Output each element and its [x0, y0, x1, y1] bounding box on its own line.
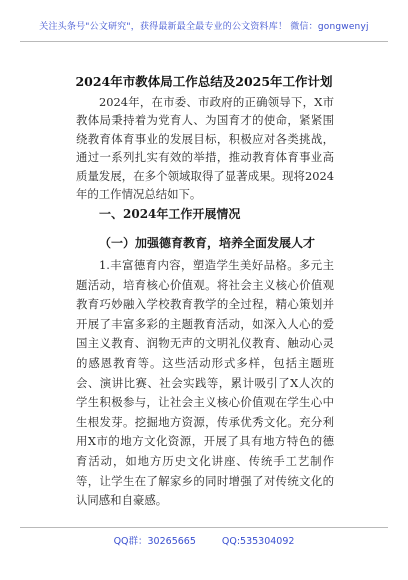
header-divider	[20, 41, 388, 42]
subsection-heading: （一）加强德育教育，培养全面发展人才	[99, 236, 316, 250]
footer-qq-group: QQ群：30265665	[113, 536, 196, 547]
footer-divider	[20, 527, 388, 528]
header-promo-note: 关注头条号"公文研究"，获得最新最全最专业的公文资料库！ 微信：gongwenyj	[39, 22, 369, 32]
footer-qq: QQ:535304092	[221, 536, 295, 547]
intro-paragraph: 2024年，在市委、市政府的正确领导下，X市教体局秉持着为党育人、为国育才的使命，紧紧围绕教育体育事业的发展目标，积极应对各类挑战，通过一系列扎实有效的举措，推动教育体育事业高质量发展，在多个领域取得了显著成果。现将2024年的工作情况总结如下。	[76, 95, 334, 202]
document-title: 2024年市教体局工作总结及2025年工作计划	[75, 74, 333, 89]
section-heading: 一、2024年工作开展情况	[99, 207, 241, 221]
footer-contact	[0, 533, 408, 547]
body-paragraph: 1.丰富德育内容，塑造学生美好品格。多元主题活动，培育核心价值观。将社会主义核心价值观教育巧妙融入学校教育教学的全过程，精心策划并开展了丰富多彩的主题教育活动，如深入人心的爱国主义教育、润物无声的文明礼仪教育、触动心灵的感恩教育等。这些活动形式多样，包括主题班会、演讲比赛、社会实践等，累计吸引了X人次的学生积极参与，让社会主义核心价值观在学生心中生根发芽。挖掘地方资源，传承优秀文化。充分利用X市的地方文化资源，开展了具有地方特色的德育活动，如地方历史文化讲座、传统手工艺制作等，让学生在了解家乡的同时增强了对传统文化的认同感和自豪感。	[76, 258, 334, 508]
